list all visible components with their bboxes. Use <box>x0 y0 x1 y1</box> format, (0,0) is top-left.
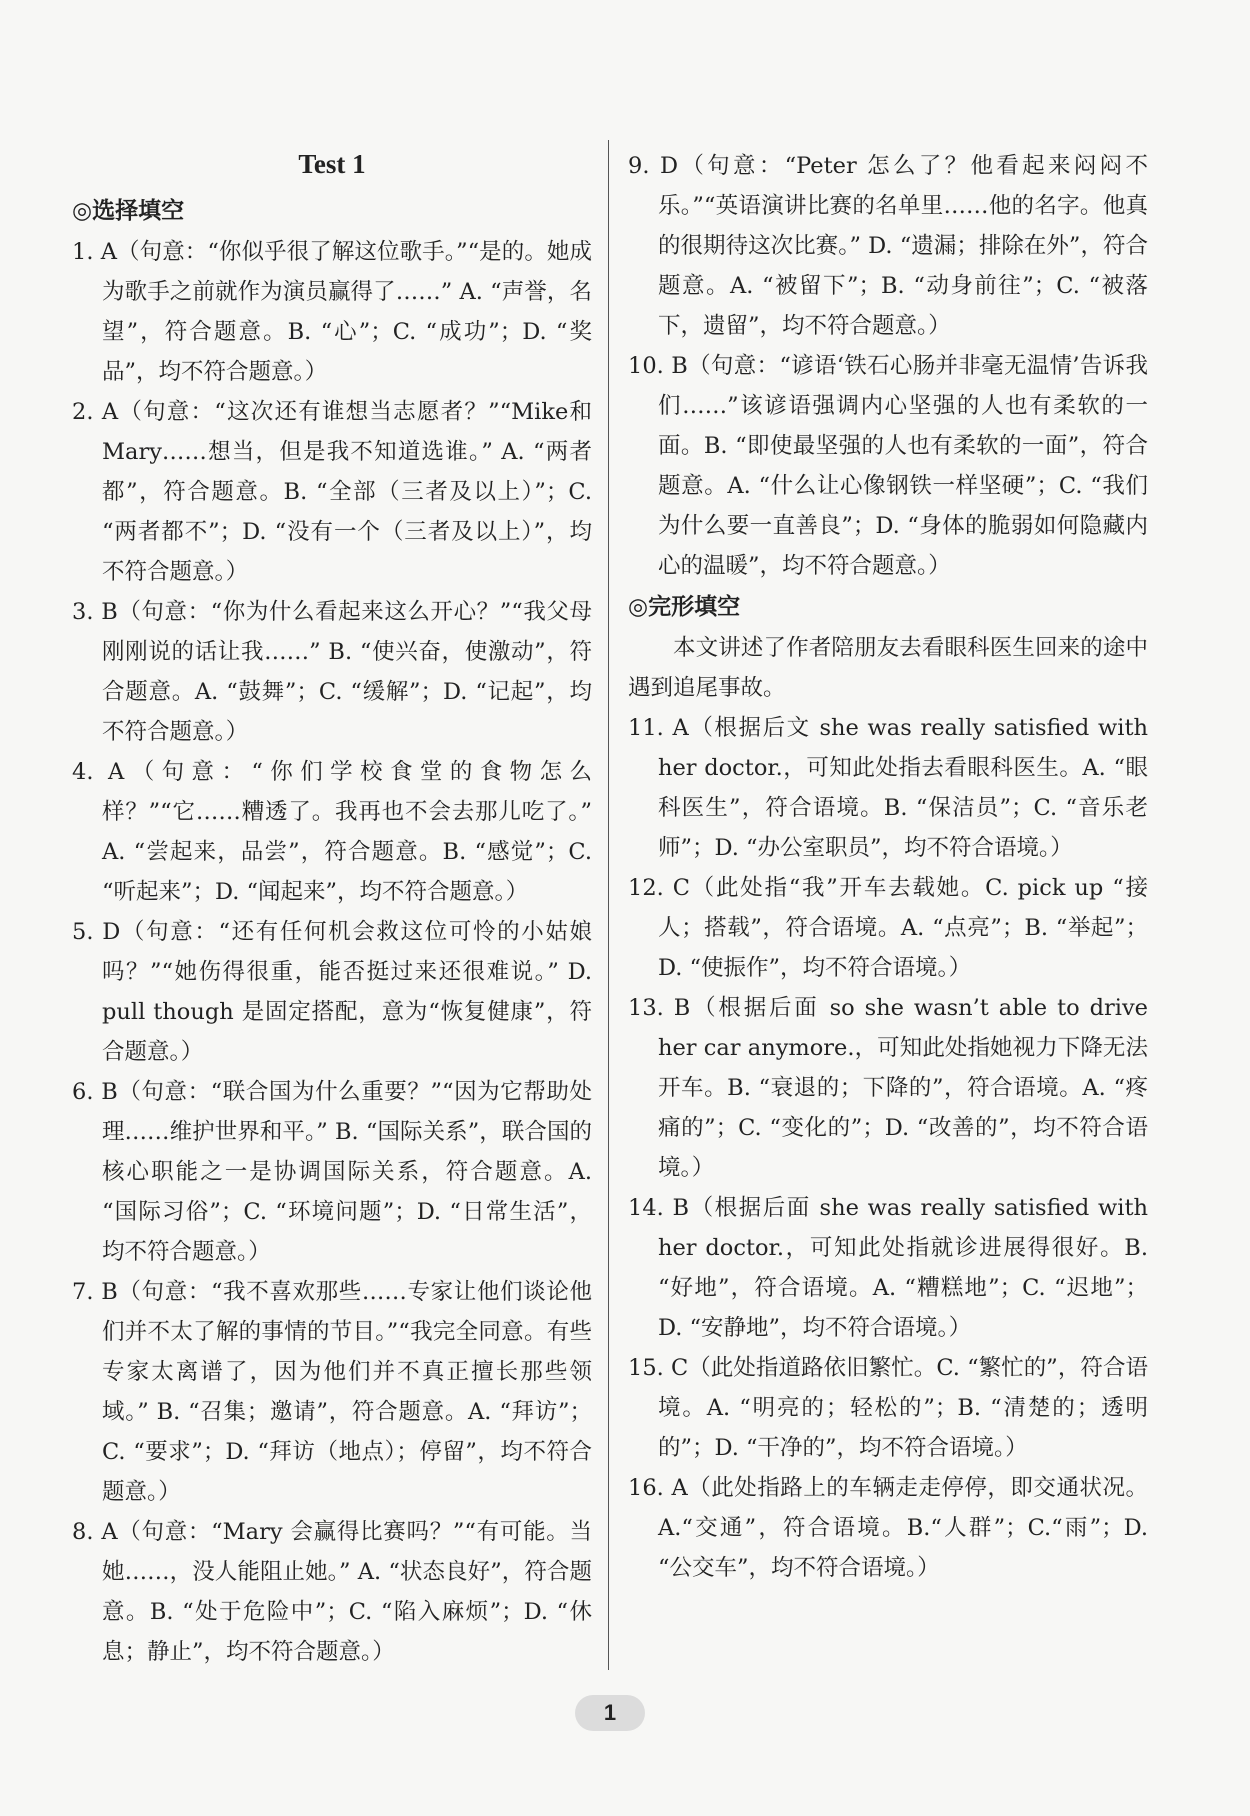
answer-item: 9. D（句意：“Peter 怎么了？他看起来闷闷不乐。”“英语演讲比赛的名单里……他的名字。他真的很期待这次比赛。” D. “遗漏；排除在外”，符合题意。A. “被留下”；B. “动身前往”；C. “被落下，遗留”，均不符合题意。） <box>628 153 1148 339</box>
answer-item: 3. B（句意：“你为什么看起来这么开心？”“我父母刚刚说的话让我……” B. “使兴奋，使激动”，符合题意。A. “鼓舞”；C. “缓解”；D. “记起”，均不符合题意。） <box>72 599 592 745</box>
right-column <box>628 146 1148 1588</box>
column-divider <box>608 140 609 1670</box>
answer-item: 15. C（此处指道路依旧繁忙。C. “繁忙的”，符合语境。A. “明亮的；轻松的”；B. “清楚的；透明的”；D. “干净的”，均不符合语境。） <box>628 1355 1148 1461</box>
answer-item: 5. D（句意：“还有任何机会救这位可怜的小姑娘吗？”“她伤得很重，能否挺过来还很难说。” D. pull though 是固定搭配，意为“恢复健康”，符合题意。） <box>72 919 592 1065</box>
answer-item: 6. B（句意：“联合国为什么重要？”“因为它帮助处理……维护世界和平。” B. “国际关系”，联合国的核心职能之一是协调国际关系，符合题意。A. “国际习俗”；C. “环境问题”；D. “日常生活”，均不符合题意。） <box>72 1079 592 1265</box>
answer-item: 14. B（根据后面 she was really satisfied with her doctor.，可知此处指就诊进展得很好。B. “好地”，符合语境。A. “糟糕地”；C. “迟地”；D. “安静地”，均不符合语境。） <box>628 1195 1148 1341</box>
page-number: 1 <box>575 1695 645 1731</box>
answer-item: 10. B（句意：“谚语‘铁石心肠并非毫无温情’告诉我们……”该谚语强调内心坚强的人也有柔软的一面。B. “即使最坚强的人也有柔软的一面”，符合题意。A. “什么让心像钢铁一样坚硬”；C. “我们为什么要一直善良”；D. “身体的脆弱如何隐藏内心的温暖”，均不符合题意。） <box>628 353 1148 579</box>
page-title: Test 1 <box>298 149 366 179</box>
answer-item: 16. A（此处指路上的车辆走走停停，即交通状况。A.“交通”，符合语境。B.“人群”；C.“雨”；D. “公交车”，均不符合语境。） <box>628 1475 1148 1581</box>
section-heading-choice: ◎选择填空 <box>72 198 185 224</box>
answer-item: 12. C（此处指“我”开车去载她。C. pick up “接人；搭载”，符合语境。A. “点亮”；B. “举起”；D. “使振作”，均不符合语境。） <box>628 875 1148 981</box>
answer-item: 8. A（句意：“Mary 会赢得比赛吗？”“有可能。当她……，没人能阻止她。” A. “状态良好”，符合题意。B. “处于危险中”；C. “陷入麻烦”；D. “休息；静止”，均不符合题意。） <box>72 1519 592 1665</box>
answer-item: 7. B（句意：“我不喜欢那些……专家让他们谈论他们并不太了解的事情的节目。”“我完全同意。有些专家太离谱了，因为他们并不真正擅长那些领域。” B. “召集；邀请”，符合题意。A. “拜访”；C. “要求”；D. “拜访（地点）；停留”，均不符合题意。） <box>72 1279 592 1505</box>
answer-item: 1. A（句意：“你似乎很了解这位歌手。”“是的。她成为歌手之前就作为演员赢得了……” A. “声誉，名望”，符合题意。B. “心”；C. “成功”；D. “奖品”，均不符合题意。） <box>72 239 592 385</box>
answer-item: 4. A（句意：“你们学校食堂的食物怎么样？”“它……糟透了。我再也不会去那儿吃了。” A. “尝起来，品尝”，符合题意。B. “感觉”；C. “听起来”；D. “闻起来”，均不符合题意。） <box>72 759 592 905</box>
cloze-intro: 本文讲述了作者陪朋友去看眼科医生回来的途中遇到追尾事故。 <box>628 635 1148 701</box>
answer-item: 13. B（根据后面 so she wasn’t able to drive her car anymore.，可知此处指她视力下降无法开车。B. “衰退的；下降的”，符合语境。A. “疼痛的”；C. “变化的”；D. “改善的”，均不符合语境。） <box>628 995 1148 1181</box>
section-heading-cloze: ◎完形填空 <box>628 594 741 620</box>
answer-item: 2. A（句意：“这次还有谁想当志愿者？”“Mike和 Mary……想当，但是我不知道选谁。” A. “两者都”，符合题意。B. “全部（三者及以上）”；C. “两者都不”；D. “没有一个（三者及以上）”，均不符合题意。） <box>72 399 592 585</box>
answer-item: 11. A（根据后文 she was really satisfied with her doctor.，可知此处指去看眼科医生。A. “眼科医生”，符合语境。B. “保洁员”；C. “音乐老师”；D. “办公室职员”，均不符合语境。） <box>628 715 1148 861</box>
left-column <box>72 150 592 1672</box>
